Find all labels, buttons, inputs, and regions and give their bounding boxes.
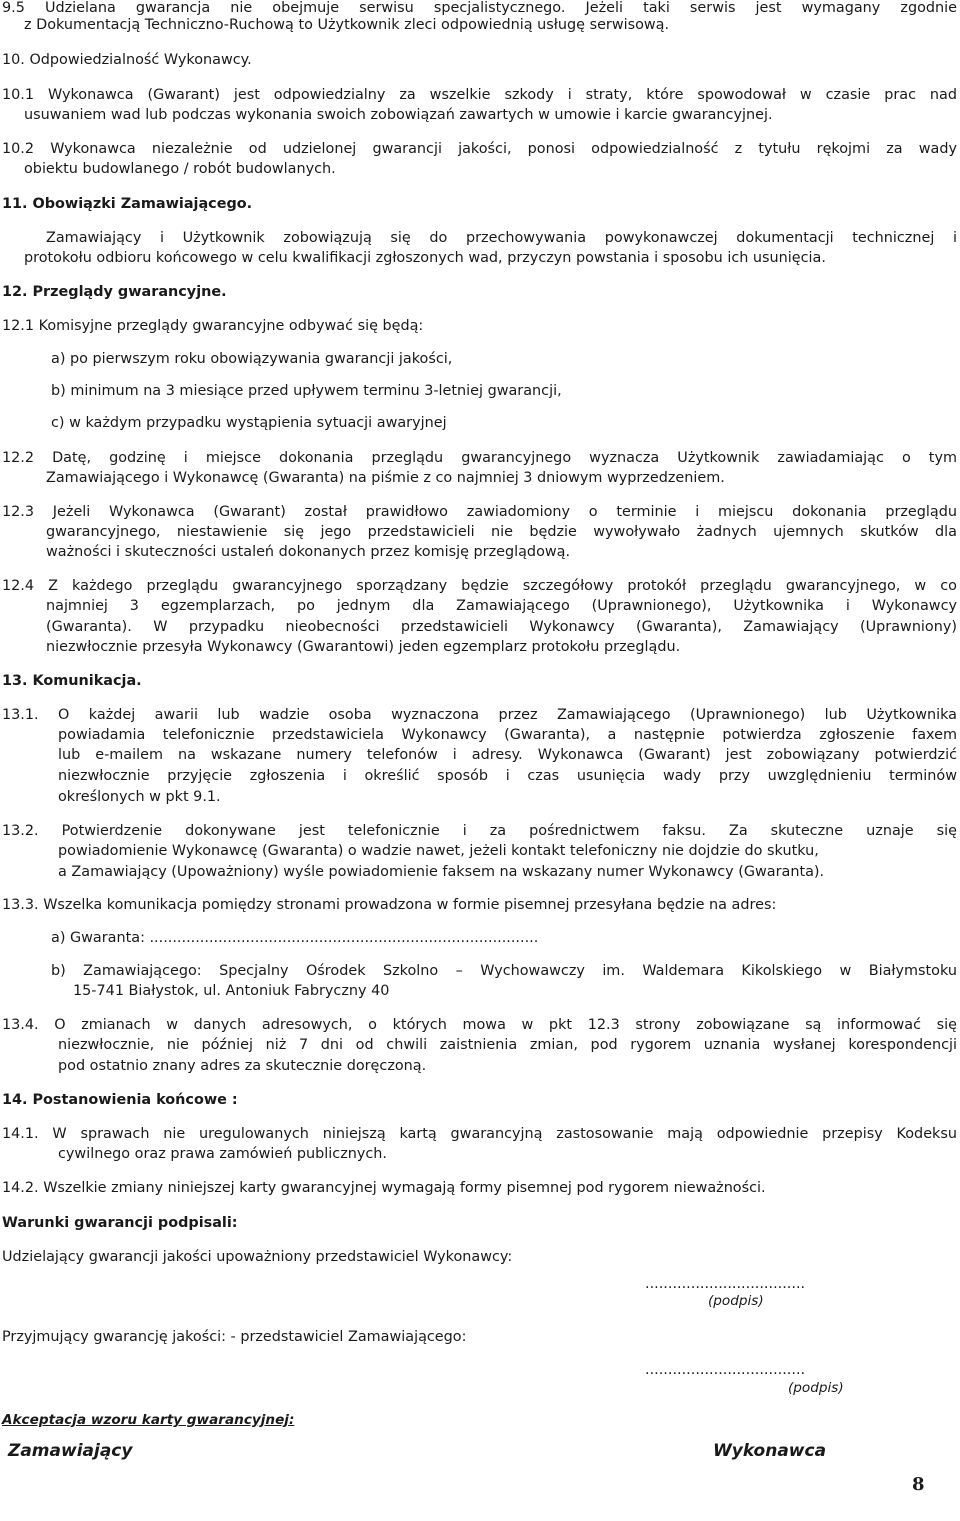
text-line: cywilnego oraz prawa zamówień publicznych. — [58, 1146, 387, 1162]
text-line: 14.1. W sprawach nie uregulowanych niniejszą kartą gwarancyjną zastosowanie mają odpowiednie przepisy Kodeksu — [2, 1126, 957, 1142]
text-line: z Dokumentacją Techniczno-Ruchową to Użytkownik zleci odpowiednią usługę serwisową. — [24, 17, 670, 33]
signature-label: Udzielający gwarancji jakości upoważniony przedstawiciel Wykonawcy: — [2, 1249, 513, 1265]
text-line: 13.3. Wszelka komunikacja pomiędzy stronami prowadzona w formie pisemnej przesyłana będzie na adres: — [2, 897, 777, 913]
text-line: 10.1 Wykonawca (Gwarant) jest odpowiedzialny za wszelkie szkody i straty, które spowodował w czasie prac nad — [2, 87, 957, 103]
text-line: lub e-mailem na wskazane numery telefonów i adresy. Wykonawca (Gwarant) jest zobowiązany potwierdzić — [58, 747, 957, 763]
text-line: najmniej 3 egzemplarzach, po jednym dla Zamawiającego (Uprawnionego), Użytkownika i Wykonawcy — [46, 598, 957, 614]
text-line: 12.3 Jeżeli Wykonawca (Gwarant) został prawidłowo zawiadomiony o terminie i miejscu dokonania przeglądu — [2, 504, 957, 520]
text-line: 13.4. O zmianach w danych adresowych, o których mowa w pkt 12.3 strony zobowiązane są informować się — [2, 1017, 957, 1033]
text-line: 14.2. Wszelkie zmiany niniejszej karty gwarancyjnej wymagają formy pisemnej pod rygorem nieważności. — [2, 1180, 766, 1196]
text-line: 12.1 Komisyjne przeglądy gwarancyjne odbywać się będą: — [2, 318, 424, 334]
text-line: protokołu odbioru końcowego w celu kwalifikacji zgłoszonych wad, przyczyn powstania i sposobu ich usunięcia. — [24, 250, 826, 266]
acceptance-heading: Akceptacja wzoru karty gwarancyjnej: — [2, 1412, 295, 1428]
text-line: powiadamia telefonicznie przedstawiciela Wykonawcy (Gwaranta), a następnie potwierdza zgłoszenie faxem — [58, 727, 957, 743]
party-label: Wykonawca — [713, 1441, 827, 1461]
signature-caption: (podpis) — [788, 1380, 844, 1396]
text-line: a Zamawiający (Upoważniony) wyśle powiadomienie faksem na wskazany numer Wykonawcy (Gwaranta). — [58, 864, 825, 880]
text-line: pod ostatnio znany adres za skutecznie doręczoną. — [58, 1058, 427, 1074]
list-item: c) w każdym przypadku wystąpienia sytuacji awaryjnej — [51, 415, 447, 431]
text-line: ważności i skuteczności ustaleń dokonanych przez komisję przeglądową. — [46, 544, 571, 560]
party-label: Zamawiający — [8, 1441, 133, 1461]
text-line: niezwłocznie przesyła Wykonawcy (Gwarantowi) jeden egzemplarz protokołu przeglądu. — [46, 639, 681, 655]
address-line: 15-741 Białystok, ul. Antoniuk Fabryczny 40 — [73, 983, 390, 999]
text-line: niezwłocznie, nie później niż 7 dni od chwili zaistnienia zmian, pod rygorem uznania wysłanej korespondencji — [58, 1037, 957, 1053]
text-line: (Gwaranta). W przypadku nieobecności przedstawicieli Wykonawcy (Gwaranta), Zamawiający (Uprawniony) — [46, 619, 957, 635]
signature-heading: Warunki gwarancji podpisali: — [2, 1215, 238, 1231]
text-line: 13.1. O każdej awarii lub wadzie osoba wyznaczona przez Zamawiającego (Uprawnionego) lub Użytkownika — [2, 707, 957, 723]
section-heading: 11. Obowiązki Zamawiającego. — [2, 196, 253, 212]
text-line: obiektu budowlanego / robót budowlanych. — [24, 161, 336, 177]
text-line: Zamawiającego i Wykonawcę (Gwaranta) na piśmie z co najmniej 3 dniowym wyprzedzeniem. — [46, 470, 725, 486]
text-line: Zamawiający i Użytkownik zobowiązują się do przechowywania powykonawczej dokumentacji technicznej i — [46, 230, 957, 246]
section-heading: 12. Przeglądy gwarancyjne. — [2, 284, 227, 300]
text-line: określonych w pkt 9.1. — [58, 789, 221, 805]
section-heading: 10. Odpowiedzialność Wykonawcy. — [2, 52, 252, 68]
signature-caption: (podpis) — [708, 1293, 764, 1309]
page-number: 8 — [912, 1474, 925, 1495]
text-line: niezwłocznie przyjęcie zgłoszenia i określić sposób i czas usunięcia wady przy uwzględnieniu terminów — [58, 768, 957, 784]
address-line: b) Zamawiającego: Specjalny Ośrodek Szkolno – Wychowawczy im. Waldemara Kikolskiego w Białymstoku — [51, 963, 957, 979]
text-line: 12.4 Z każdego przeglądu gwarancyjnego sporządzany będzie szczegółowy protokół przeglądu gwarancyjnego, w co — [2, 578, 957, 594]
text-line: usuwaniem wad lub podczas wykonania swoich zobowiązań zawartych w umowie i karcie gwarancyjnej. — [24, 107, 773, 123]
text-line: 13.2. Potwierdzenie dokonywane jest telefonicznie i za pośrednictwem faksu. Za skuteczne uznaje się — [2, 823, 957, 839]
text-line: gwarancyjnego, niestawienie się jego przedstawicieli nie będzie wywoływało żadnych ujemnych skutków dla — [46, 524, 957, 540]
text-line: 12.2 Datę, godzinę i miejsce dokonania przeglądu gwarancyjnego wyznacza Użytkownik zawiadamiając o tym — [2, 450, 957, 466]
text-line: 10.2 Wykonawca niezależnie od udzielonej gwarancji jakości, ponosi odpowiedzialność z tytułu rękojmi za wady — [2, 141, 957, 157]
address-line: a) Gwaranta: ..................................................................................... — [51, 930, 539, 946]
section-heading: 14. Postanowienia końcowe : — [2, 1092, 238, 1108]
list-item: a) po pierwszym roku obowiązywania gwarancji jakości, — [51, 351, 453, 367]
list-item: b) minimum na 3 miesiące przed upływem terminu 3-letniej gwarancji, — [51, 383, 562, 399]
signature-dots: ................................... — [645, 1362, 806, 1378]
text-line: powiadomienie Wykonawcę (Gwaranta) o wadzie nawet, jeżeli kontakt telefoniczny nie dojdzie do skutku, — [58, 843, 819, 859]
signature-label: Przyjmujący gwarancję jakości: - przedstawiciel Zamawiającego: — [2, 1329, 467, 1345]
text-line: 9.5 Udzielana gwarancja nie obejmuje serwisu specjalistycznego. Jeżeli taki serwis jest wymagany zgodnie — [2, 0, 957, 16]
signature-dots: ................................... — [645, 1276, 806, 1292]
section-heading: 13. Komunikacja. — [2, 673, 142, 689]
